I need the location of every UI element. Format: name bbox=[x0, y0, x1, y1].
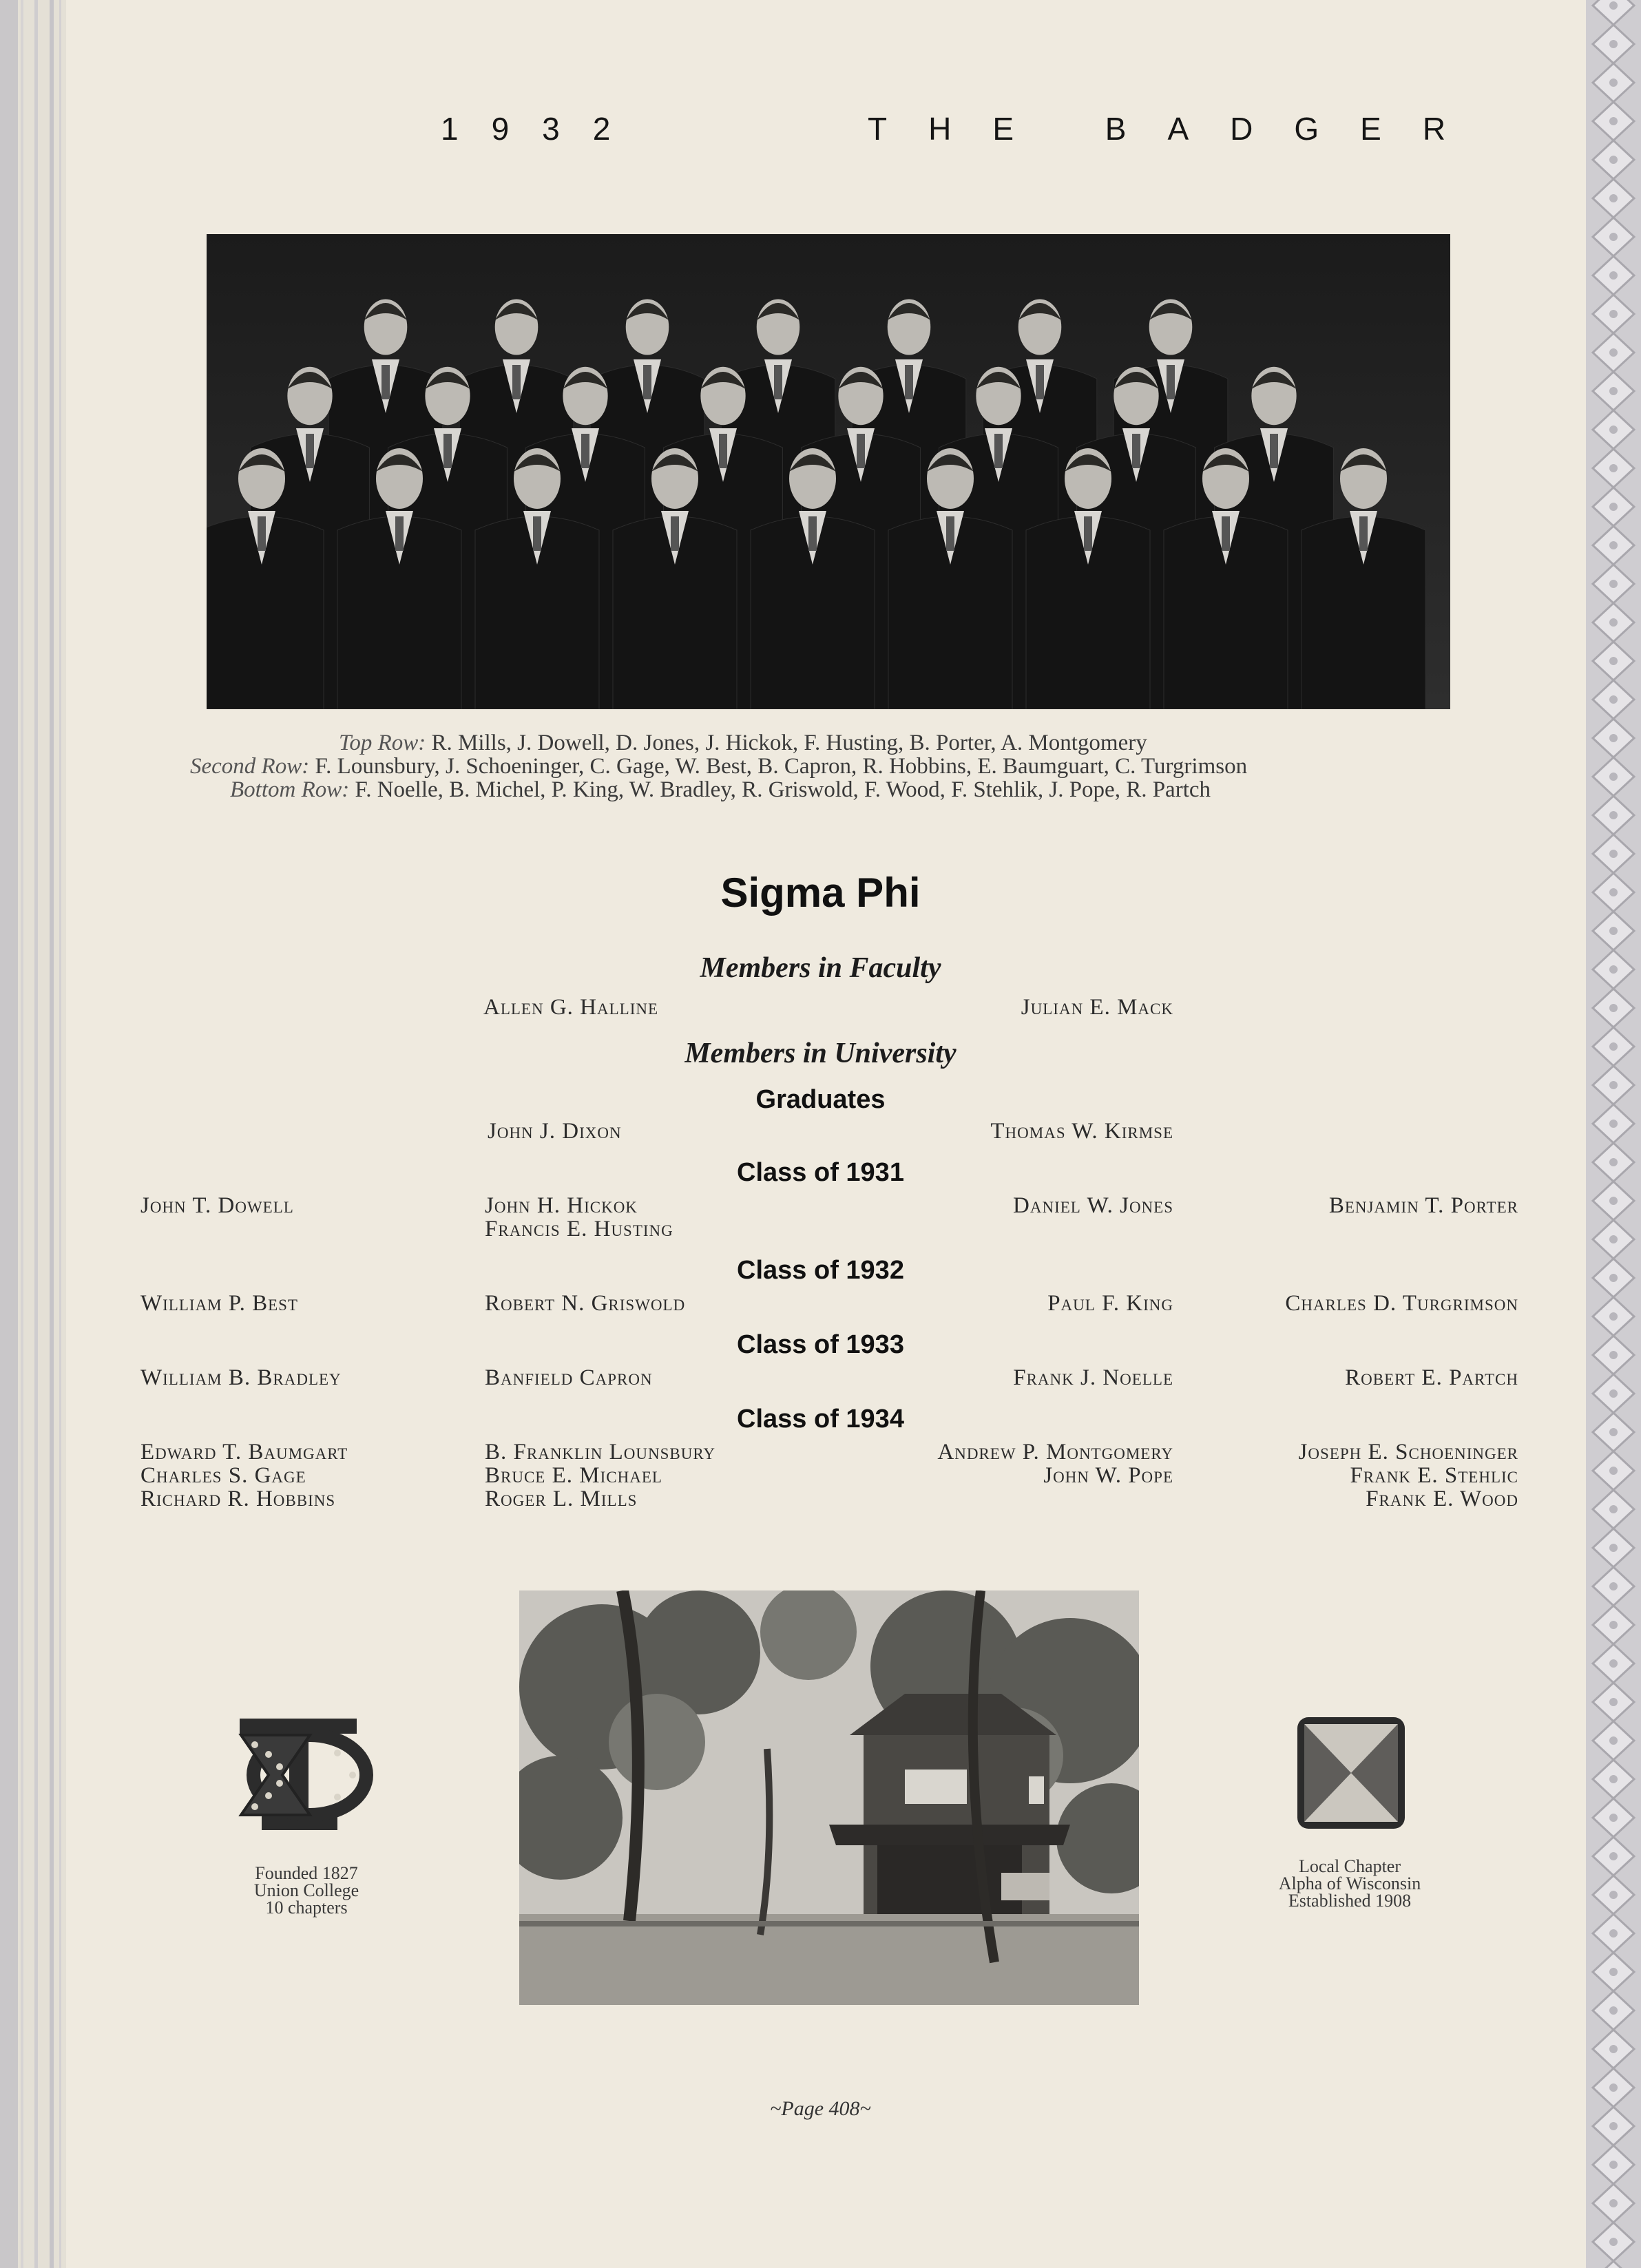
member-name: John W. Pope bbox=[1043, 1463, 1173, 1488]
member-name: William B. Bradley bbox=[140, 1365, 342, 1390]
faculty-member: Julian E. Mack bbox=[1021, 995, 1173, 1020]
member-name: B. Franklin Lounsbury bbox=[485, 1440, 716, 1464]
member-name: Francis E. Husting bbox=[485, 1217, 673, 1241]
header-year: 1932 bbox=[441, 111, 644, 147]
graduate-member: Thomas W. Kirmse bbox=[990, 1119, 1173, 1144]
caption-top-row bbox=[339, 731, 1147, 755]
graduate-member: John J. Dixon bbox=[488, 1119, 622, 1144]
member-name: Frank E. Wood bbox=[1366, 1487, 1518, 1511]
page-header bbox=[441, 110, 1529, 151]
member-name: Richard R. Hobbins bbox=[140, 1487, 336, 1511]
caption-row-names: F. Noelle, B. Michel, P. King, W. Bradley, R. Griswold, F. Wood, F. Stehlik, J. Pope, R. Partch bbox=[355, 777, 1211, 802]
member-name: Frank E. Stehlic bbox=[1350, 1463, 1518, 1488]
caption-bottom-row bbox=[230, 778, 1211, 801]
member-name: Edward T. Baumgart bbox=[140, 1440, 348, 1464]
member-name: Paul F. King bbox=[1047, 1291, 1173, 1316]
member-name: Robert E. Partch bbox=[1345, 1365, 1518, 1390]
class-1934-heading: Class of 1934 bbox=[737, 1405, 904, 1434]
member-name: Robert N. Griswold bbox=[485, 1291, 686, 1316]
chapter-house-photo bbox=[519, 1590, 1139, 2005]
group-photo bbox=[207, 234, 1450, 709]
chapter-title: Sigma Phi bbox=[720, 870, 921, 916]
caption-row-names: F. Lounsbury, J. Schoeninger, C. Gage, W. Best, B. Capron, R. Hobbins, E. Baumguart, C. Turgrimson bbox=[315, 754, 1248, 779]
member-name: Andrew P. Montgomery bbox=[937, 1440, 1173, 1464]
local-line: Alpha of Wisconsin bbox=[1278, 1873, 1421, 1893]
member-name: Frank J. Noelle bbox=[1013, 1365, 1173, 1390]
ornamental-border bbox=[1586, 0, 1641, 2268]
founding-line: Founded 1827 bbox=[255, 1863, 358, 1883]
member-name: Banfield Capron bbox=[485, 1365, 653, 1390]
caption-second-row bbox=[190, 755, 1247, 778]
founding-line: Union College bbox=[253, 1880, 359, 1900]
caption-row-label: Bottom Row: bbox=[230, 777, 350, 802]
local-line: Established 1908 bbox=[1288, 1891, 1412, 1911]
sigma-phi-crest-icon bbox=[234, 1712, 379, 1836]
member-name: Bruce E. Michael bbox=[485, 1463, 662, 1488]
member-name: John T. Dowell bbox=[140, 1193, 294, 1218]
header-title: THE BADGER bbox=[868, 111, 1487, 147]
faculty-member: Allen G. Halline bbox=[483, 995, 659, 1020]
class-1932-heading: Class of 1932 bbox=[737, 1256, 904, 1285]
member-name: Charles S. Gage bbox=[140, 1463, 306, 1488]
caption-row-label: Second Row: bbox=[190, 754, 310, 779]
member-name: Charles D. Turgrimson bbox=[1285, 1291, 1518, 1316]
local-line: Local Chapter bbox=[1299, 1856, 1401, 1876]
class-1933-heading: Class of 1933 bbox=[737, 1330, 904, 1359]
university-heading: Members in University bbox=[684, 1038, 957, 1069]
member-name: Daniel W. Jones bbox=[1013, 1193, 1173, 1218]
graduates-heading: Graduates bbox=[755, 1085, 886, 1114]
local-chapter-caption bbox=[1253, 1858, 1446, 1909]
chapter-badge-icon bbox=[1295, 1714, 1408, 1831]
class-1931-heading: Class of 1931 bbox=[737, 1158, 904, 1187]
member-name: John H. Hickok bbox=[485, 1193, 638, 1218]
member-name: Joseph E. Schoeninger bbox=[1298, 1440, 1518, 1464]
member-name: Benjamin T. Porter bbox=[1328, 1193, 1518, 1218]
caption-row-names: R. Mills, J. Dowell, D. Jones, J. Hickok, F. Husting, B. Porter, A. Montgomery bbox=[431, 731, 1147, 755]
member-name: Roger L. Mills bbox=[485, 1487, 638, 1511]
page-number: ~Page 408~ bbox=[770, 2097, 871, 2120]
left-binding-margin bbox=[0, 0, 66, 2268]
member-name: William P. Best bbox=[140, 1291, 298, 1316]
founding-caption bbox=[207, 1865, 406, 1916]
faculty-heading: Members in Faculty bbox=[700, 952, 941, 984]
caption-row-label: Top Row: bbox=[339, 731, 426, 755]
founding-line: 10 chapters bbox=[265, 1898, 348, 1918]
